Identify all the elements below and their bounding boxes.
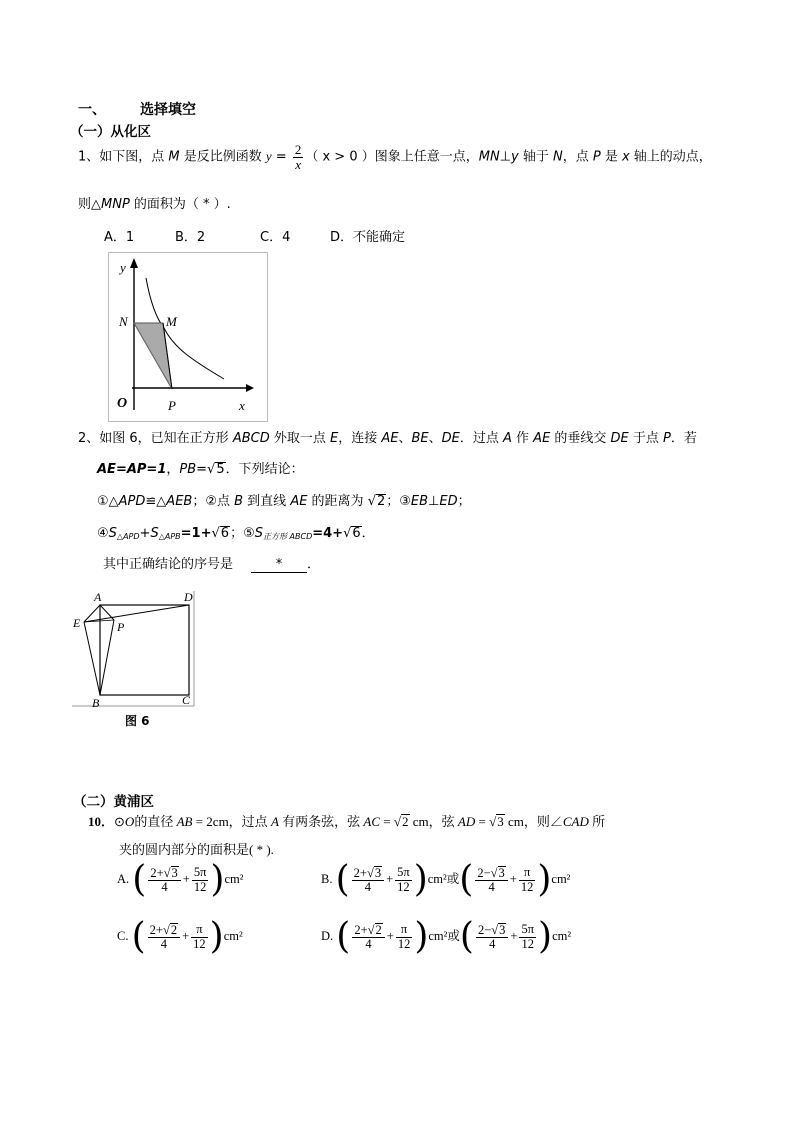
radicand: 3 (498, 865, 505, 880)
sqrt-6: √6 (211, 526, 230, 541)
section-number: 一、 (78, 102, 106, 118)
label-b: B (92, 696, 100, 709)
q1-option-a: A．1 (104, 230, 135, 245)
frac-num: 2− (477, 865, 491, 880)
q10-text: = (380, 814, 394, 829)
unit: cm² (224, 871, 244, 886)
frac-num: 2+ (354, 922, 368, 937)
q10-option-b: B. ( $\frac{2+√3}{4}$ + $\frac{5\pi}{12}$ )cm²或( $\frac{2-√3}{4}$ + $\frac{\pi}{12}$ )cm² (321, 859, 571, 900)
frac-num: 5π (397, 865, 410, 880)
circle-dot-icon: ⊙ (114, 814, 125, 829)
sqrt-6: √6 (343, 526, 361, 541)
q2-text: ．下列结论： (225, 462, 304, 477)
or-text: 或 (447, 928, 460, 943)
q1-var: y (511, 149, 519, 165)
q2-var: DE (610, 431, 629, 446)
frac-num: 2+ (353, 865, 367, 880)
q2-text: =4+ (312, 526, 344, 541)
radicand: 3 (497, 814, 504, 829)
q2-text: 到直线 (243, 494, 291, 509)
fraction: $\frac{2+√2}{4}$ (148, 923, 180, 951)
option-label: C. (117, 928, 129, 943)
frac-den: 4 (488, 880, 495, 894)
district-title-huangpu: （二）黄浦区 (73, 794, 154, 810)
q10-line1 (88, 811, 605, 830)
q2-text: ．过点 (459, 431, 503, 446)
q1-text: = (271, 149, 291, 165)
fraction (395, 866, 412, 893)
q2-text: ． (361, 526, 375, 541)
q10-var: O (124, 814, 135, 829)
q2-text: 2、如图 6，已知在正方形 (78, 431, 233, 446)
q2-text: PB= (179, 462, 208, 477)
q10-var: AD (457, 814, 476, 829)
frac-den: 4 (160, 937, 167, 951)
q2-var: E (329, 431, 339, 446)
q2-var: AE (290, 494, 308, 509)
frac-den: 4 (365, 937, 372, 951)
q2-var: B (234, 494, 244, 509)
q2-var: S (254, 526, 263, 541)
q2-text: 于点 (628, 431, 664, 446)
unit: cm² (552, 928, 572, 943)
unit: cm² (427, 871, 447, 886)
q2-text: ；⑤ (230, 526, 255, 541)
q10-text: = 2cm，过点 (192, 814, 271, 829)
frac-num: 2− (477, 922, 492, 937)
q2-sub: 正方形 ABCD (262, 532, 313, 541)
q1-text: 的面积为（ * ）. (129, 197, 231, 212)
q1-var: P (592, 149, 601, 165)
label-y: y (120, 260, 126, 275)
q2-line3 (97, 490, 471, 509)
q1-option-c: C．4 (260, 230, 291, 245)
figure-1-graph (108, 252, 268, 422)
q10-var: A (270, 814, 279, 829)
label-p: P (168, 398, 176, 413)
q10-text: = (475, 814, 490, 829)
frac-den: 12 (193, 936, 206, 951)
q10-option-d: D. ( $\frac{2+√2}{4}$ + $\frac{\pi}{12}$ )cm²或( $\frac{2-√3}{4}$ + $\frac{5\pi}{12}$ )cm² (321, 916, 572, 957)
sqrt-2: √2 (393, 814, 409, 829)
frac-num: π (396, 923, 413, 937)
q2-text: ；③ (386, 494, 411, 509)
q1-var: MNP (101, 197, 130, 212)
q2-sub: △APD (116, 532, 140, 541)
radicand: 3 (499, 922, 506, 937)
q10-text: cm，则∠ (504, 814, 563, 829)
label-p: P (117, 620, 125, 634)
q2-var: P (663, 431, 671, 446)
q1-var: N (552, 149, 563, 165)
q10-text: cm，弦 (409, 814, 458, 829)
district-title-conghua: （一）从化区 (70, 124, 151, 140)
square-abcd (100, 605, 189, 695)
q2-var: AEB (166, 494, 193, 509)
radicand: 2 (375, 922, 382, 937)
q2-sub: △APB (158, 532, 181, 541)
q2-var: EB (410, 494, 429, 509)
q10-text: 的直径 (134, 814, 177, 829)
q10-text: 有两条弦，弦 (278, 814, 364, 829)
q2-text: + (139, 526, 151, 541)
fraction (519, 866, 536, 893)
q1-text: （ x > 0 ）图象上任意一点， (305, 149, 479, 165)
frac-num: 5π (521, 922, 535, 937)
q1-text: 轴于 (518, 149, 553, 165)
q1-var: MN (478, 149, 500, 165)
label-o: O (117, 396, 128, 411)
q2-text: AE=AP=1 (97, 462, 167, 477)
frac-num: 2+ (150, 865, 164, 880)
sqrt-3: √3 (489, 814, 504, 829)
frac-den: 12 (193, 879, 207, 894)
figure-6-square (70, 587, 196, 709)
frac-den: 4 (161, 880, 168, 894)
frac-num: π (519, 866, 536, 880)
q2-var: APD (118, 494, 146, 509)
fraction: $\frac{2-√3}{4}$ (476, 923, 508, 951)
q1-option-d: D．不能确定 (330, 230, 406, 245)
q10-var: CAD (562, 814, 589, 829)
q2-text: 其中正确结论的序号是 (103, 557, 234, 572)
radicand: 3 (374, 865, 382, 880)
radicand: 6 (220, 526, 230, 541)
frac-den: 4 (364, 880, 371, 894)
q2-var: ED (439, 494, 458, 509)
fraction: $\frac{2+√3}{4}$ (352, 866, 384, 894)
q10-number: 10． (88, 814, 115, 829)
q1-text: 1、如下图，点 (78, 149, 169, 165)
label-x: x (239, 398, 245, 413)
sqrt-5: √5 (207, 462, 225, 477)
q10-option-c: C. ( $\frac{2+√2}{4}$ + $\frac{\pi}{12}$ )cm² (117, 916, 243, 957)
label-d: D (184, 590, 193, 604)
q10-line2: 夹的圆内部分的面积是( * ). (119, 842, 274, 857)
fraction: $\frac{2-√3}{4}$ (475, 866, 507, 894)
q1-var: y (265, 148, 272, 164)
q2-text: ．若 (670, 431, 697, 446)
sqrt-2: √2 (367, 494, 386, 509)
or-text: 或 (446, 871, 460, 886)
q1-fraction (293, 143, 304, 171)
q1-text: 轴上的动点， (629, 149, 712, 165)
q2-text: ①△ (97, 494, 119, 509)
answer-blank: * (251, 557, 307, 573)
q2-text: 的垂线交 (550, 431, 611, 446)
option-label: B. (321, 871, 333, 886)
option-label: D. (321, 928, 334, 943)
q1-text: ⊥ (499, 149, 512, 165)
q2-text: =1+ (180, 526, 212, 541)
fraction (191, 923, 208, 950)
radicand: 3 (171, 865, 178, 880)
q2-var: S (150, 526, 159, 541)
q10-var: AC (363, 814, 381, 829)
radicand: 2 (170, 922, 178, 937)
section-title: 选择填空 (140, 102, 196, 118)
q2-line1 (78, 427, 697, 446)
radicand: 5 (216, 462, 225, 477)
q2-text: ≌△ (145, 494, 167, 509)
fraction: $\frac{2+√2}{4}$ (352, 923, 384, 951)
q1-var: M (168, 149, 180, 165)
figure-6-caption: 图 6 (125, 714, 150, 728)
q10-var: AB (176, 814, 193, 829)
q2-var: AE (381, 431, 399, 446)
q2-text: 的距离为 (307, 494, 368, 509)
q10-option-a: A. ( $\frac{2+√3}{4}$ + $\frac{5\pi}{12}$ )cm² (117, 859, 244, 900)
q2-text: ， (166, 462, 180, 477)
q2-text: 、 (428, 431, 442, 446)
unit: cm² (551, 871, 571, 886)
radicand: 2 (402, 814, 409, 829)
label-n: N (119, 314, 128, 329)
frac-num: 2 (294, 142, 302, 157)
label-c: C (182, 693, 191, 707)
fraction (519, 923, 536, 950)
q2-text: ，连接 (338, 431, 382, 446)
q2-text: ；②点 (192, 494, 235, 509)
q10-text: 所 (588, 814, 606, 829)
option-label: A. (117, 871, 130, 886)
frac-num: 2+ (149, 922, 163, 937)
q1-line1 (78, 143, 712, 171)
q2-text: ； (457, 494, 471, 509)
q1-line2 (78, 193, 231, 212)
q1-text: 则△ (78, 197, 101, 212)
q2-var: BE (411, 431, 429, 446)
q1-text: 是 (600, 149, 622, 165)
radicand: 2 (376, 494, 386, 509)
q2-text: ④ (97, 526, 109, 541)
q2-line4 (97, 522, 375, 542)
frac-num: 5π (193, 865, 207, 880)
q2-line2 (97, 458, 304, 477)
label-a: A (94, 590, 102, 604)
q2-var: ABCD (232, 431, 270, 446)
frac-den: x (295, 156, 301, 172)
radicand: 6 (352, 526, 361, 541)
frac-den: 12 (520, 879, 534, 894)
q2-text: ． (307, 557, 321, 572)
q1-text: 是反比例函数 (179, 149, 266, 165)
q2-text: 作 (511, 431, 534, 446)
section-heading (78, 99, 196, 119)
q2-var: DE (441, 431, 460, 446)
q2-text: 、 (398, 431, 412, 446)
frac-den: 4 (489, 937, 496, 951)
q2-line5 (103, 553, 320, 573)
fraction (192, 866, 209, 893)
q2-var: A (503, 431, 512, 446)
q2-var: AE (533, 431, 551, 446)
q2-var: S (108, 526, 117, 541)
q2-text: ⊥ (428, 494, 440, 509)
frac-num: π (191, 923, 208, 937)
fraction (396, 923, 413, 950)
label-e: E (73, 616, 81, 630)
frac-den: 12 (397, 936, 411, 951)
fraction: $\frac{2+√3}{4}$ (148, 866, 180, 894)
q2-text: 外取一点 (269, 431, 330, 446)
q1-option-b: B．2 (175, 230, 206, 245)
label-m: M (166, 314, 177, 329)
frac-den: 12 (397, 879, 410, 894)
frac-den: 12 (521, 936, 534, 951)
q1-var: x (621, 149, 630, 165)
q1-text: ，点 (562, 149, 593, 165)
unit: cm² (223, 928, 243, 943)
unit: cm² (428, 928, 448, 943)
